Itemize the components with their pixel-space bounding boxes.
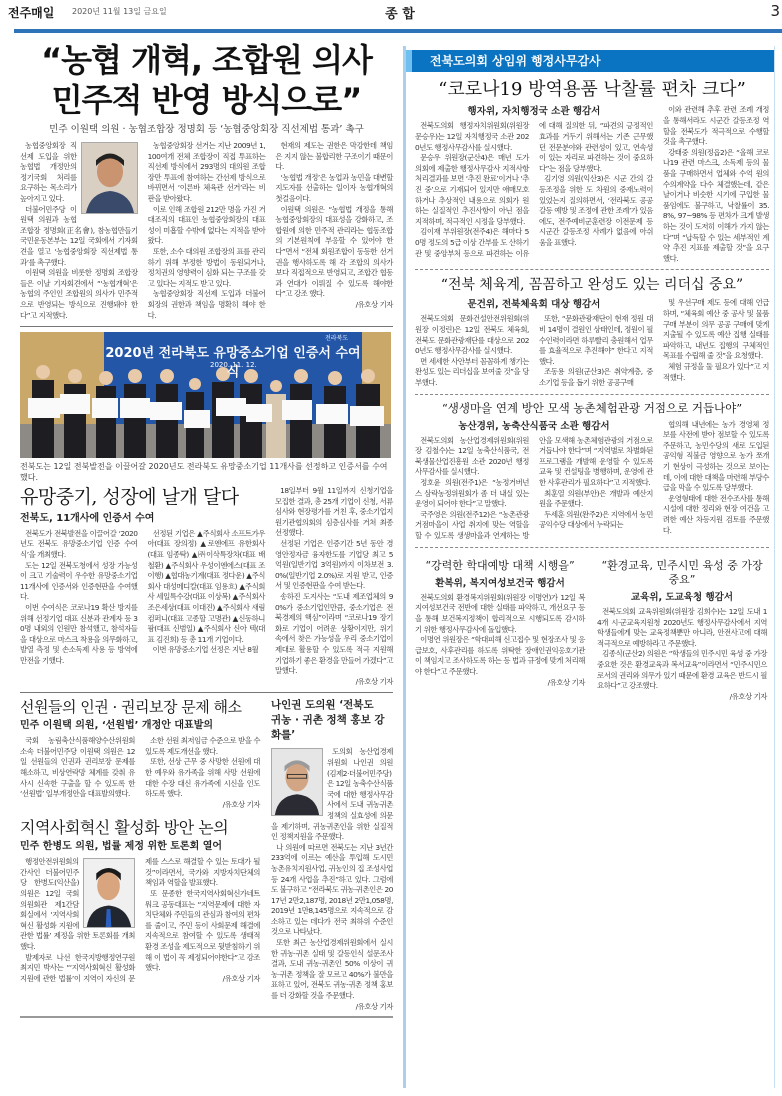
r2-main [415, 298, 653, 388]
article4-body [271, 747, 393, 1012]
left-news-column [20, 40, 393, 1018]
paragraph: 현재의 제도는 권한은 막강한데 책임은 지지 않는 불합리한 구조이기 때문이다. [275, 141, 393, 172]
article2-body [20, 529, 265, 667]
paragraph: 면 세세한 사안부터 꼼꼼하게 챙기는 완성도 있는 리더십을 보여줄 것”을 당부했다. [415, 356, 529, 388]
paragraph: 정호윤 의원(전주1)은 “농정거버넌스 삼락농정위원회가 좀 더 내실 있는 운영이 되어야 한다”고 말했다. [415, 477, 529, 509]
article1-subheadline: 민주 이원택 의원 · 농협조합장 정명회 등 ‘농협중앙회장 직선제법 통과’ 촉구 [49, 124, 364, 135]
r3-body-continued [663, 420, 769, 537]
r1-body-continued [663, 105, 769, 264]
r3-main [415, 420, 653, 542]
paragraph: 김종식(군산2) 의원은 “학생들의 민주시민 육성 중 가장 중요한 것은 환경교육과 복서교육”이라면서 “민주시민으로서의 권리와 의무가 있기 때문에 환경 교육은 반드시 필요하다”고 강조했다. [597, 649, 767, 691]
r2-headline: “전북 체육계, 꼼꼼하고 완성도 있는 리더십 중요” [440, 277, 744, 294]
article-paragraphs [663, 420, 769, 537]
event-photo [20, 332, 391, 458]
lower-articles [20, 698, 393, 1012]
article5-body [20, 857, 260, 984]
r4a-body [415, 593, 585, 688]
paragraph: 이번 유망중소기업 선정은 지난 8월 [152, 645, 259, 655]
article-paragraphs [20, 529, 265, 667]
r1-body [415, 121, 653, 259]
r1-main [415, 105, 653, 259]
article3-lead: 민주 이원택 의원, ‘선원법’ 개정안 대표발의 [20, 720, 214, 732]
headline-line: “농협 개혁, 조합원 의사 [41, 41, 372, 79]
article3-body [20, 736, 260, 810]
article1-headline [20, 40, 393, 120]
paragraph: 운영형태에 대한 전수조사를 통해 시설에 대한 정리와 현장 여건을 고려한 예산 차등지원 검토를 주문했다. [662, 493, 769, 535]
paragraph: 더불어민주당 이원택 의원과 농협조합장 정명회(正名會), 참농협만들기국민운동본부는 12일 국회에서 기자회견을 열고 ‘농협중앙회장 직선제법 통과’를 촉구했다. [20, 204, 138, 267]
r3-subheadline: 농산경위, 농축산식품국 소관 행감서 [458, 420, 610, 432]
article-paragraphs [271, 843, 393, 1002]
page-number: 3 [770, 2, 780, 20]
r1-headline: “코로나19 방역용품 낙찰률 편차 크다” [438, 79, 746, 100]
article2-main [20, 486, 265, 666]
r3-headline: “생생마을 연계 방안 모색 농촌체험관광 거점으로 거듭나야” [441, 400, 743, 415]
article-paragraphs [597, 607, 767, 692]
paragraph: 김이재 부위원장(전주4)은 해마다 50명 정도의 5급 이상 간부를 도 산하기관 및 중앙부처 등으로 파견하는 이유에 대해 질의한 뒤, “파견의 긍정적인 효과를 거두기 위해서는 기존 근무했던 전문분야와 관련성이 있고, 연속성이 있는 자리로 파견하는 것이 중요하다”는 점을 당부했다. [415, 121, 653, 258]
paragraph: 전북도가 전북발전을 이끌어갈 ‘2020년도 전북도 유망중소기업 인증 수여식’을 개최했다. [20, 528, 138, 560]
r4b-headline: “환경교육, 민주시민 육성 중 가장 중요” [601, 558, 763, 586]
portrait-photo [271, 748, 323, 816]
r4a-article [415, 553, 585, 689]
r2-body-continued [663, 298, 769, 383]
r4a-subheadline: 환복위, 복지여성보건국 행감서 [435, 577, 565, 589]
paragraph: 및 우선구매 제도 등에 대해 언급하며, “체육회 예산 중 공사 및 물품 구매 부분이 의무 공공 구매에 맞게 지출될 수 있도록 예산 집행 실태를 파악하고, 내년도 집행의 구체적인 목표를 수립해 줄 것”을 요청했다. [662, 298, 769, 361]
paragraph: 도의회 농산업경제위원회 나인권 의원(김제2·더불어민주당)은 12일 농축수산식품국에 대한 행정사무감사에서 도내 귀농귀촌 정책의 실효성에 의문을 제기하며, 귀농귀촌인을 위한 실질적인 정책지원을 주문했다. [271, 747, 393, 842]
paragraph: 또한 최근 농산업경제위원회에서 실시한 귀농·귀촌 실태 및 갈등인식 설문조사 결과, 도내 귀농·귀촌인 50% 이상이 귀농·귀촌 정책을 잘 모르고 40%가 불만을 표하고 있어, 전북도 귀농·귀촌 정책 홍보를 더 강화할 것을 주문했다. [271, 938, 393, 1001]
title-line: 나인권 도의원 ‘전북도 [271, 699, 374, 712]
paragraph: 농협중앙회장 직선제 도입과 더불어 회장의 권한과 책임을 명확히 해야 한다. [147, 289, 266, 320]
byline: /유호상 기자 [729, 691, 767, 701]
r4b-subheadline: 교육위, 도교육청 행감서 [631, 592, 733, 604]
paragraph: 이원택 의원은 “농협법 개정을 통해 농협중앙회장의 대표성을 강화하고, 조합원에 의한 민주적 관리라는 협동조합의 기본원칙에 부응할 수 있어야 한다”면서 “전체 회원조합이 동등한 선거권을 행사하도록 해 각 조합의 의사가 보다 직접적으로 반영되고, 조합간 협동과 연대가 이뤄질 수 있도록 해야한다”고 강조 했다. [275, 204, 393, 299]
portrait-photo [81, 142, 138, 214]
paragraph: 협의해 내년에는 농가 경영체 정보를 사전에 받아 점보할 수 있도록 주문하고, 농민수당의 새로 도입된 공익형 직불금 영향으로 농가 쪼개기 현상이 극성하는 것으로 보이는데, 이에 대한 대책을 마련해 부당수급을 막을 수 있도록 당부했다. [662, 419, 769, 493]
r2-subheadline: 문건위, 전북체육회 대상 행감서 [467, 299, 601, 311]
event-banner-date: 2020. 11. 12. [210, 361, 257, 370]
r3-body [415, 436, 653, 542]
article5-headline: 지역사회혁신 활성화 방안 논의 [20, 818, 229, 838]
paragraph: 도는 12일 전북도청에서 성장 가능성이 크고 기술력이 우수한 유망중소기업 11개사에 인증서와 인증현판을 수여했다. [20, 560, 138, 602]
paragraph: 이번 수여식은 코로나19 확산 방지를 위해 선정기업 대표 신분과 관계자 등 30명 내외의 인원만 참석했고, 참석자들을 대상으로 마스크 착용을 의무화하고, 발열 측정 및 손소독제 사용 등 방역에 만전을 기했다. [20, 603, 138, 665]
divider [415, 394, 769, 395]
photo-caption: 전북도는 12일 전북발전을 이끌어갈 2020년도 전라북도 유망중소기업 11개사를 선정하고 인증서를 수여했다. [20, 462, 388, 483]
article2-body-continued [275, 486, 393, 687]
title-line: 귀농 · 귀촌 정책 홍보 강화를’ [271, 714, 385, 742]
headline-line: 민주적 반영 방식으로” [51, 81, 362, 119]
byline: /유호상 기자 [355, 676, 393, 686]
paragraph: 행정안전위원회의 간사인 더불어민주당 한병도(익산을) 의원은 12일 국회 의원회관 제1간담회실에서 ‘지역사회혁신 활성화 지원에 관한 법률’ 제정을 위한 토론회를 개최했다. [20, 857, 135, 952]
event-banner-text: 2020년 전라북도 유망중소기업 인증서 수여식 [105, 346, 361, 381]
byline: /유호상 기자 [355, 299, 393, 309]
article-paragraphs [415, 593, 585, 678]
paragraph: 소한 선원 최저임금 수준으로 받을 수 있도록 제도개선을 했다. [145, 736, 261, 756]
paragraph: 선정된 기업은 ▲주식회사 소프트가우아(대표 장의정) ▲로엔에프 유한회사(대표 임종탁) ▲㈜이삭특장차(대표 배철환) ▲주식회사 우성이엔에스(대표 조이행) ▲협대농기계(대표 정다운) ▲주식회사 대성메디칼(대표 임용흐) ▲주식회사 세일특수강(대표 이상복) ▲주식회사 조은세상(대표 이대진) ▲주식회사 새림컴퍼니(대표 고종할 고명관) ▲신동하니팜(대표 신범일) ▲주식회사 신아 텍(대표 김진희) 등 총 11개 기업이다. [147, 528, 265, 644]
byline: /유호상 기자 [222, 973, 260, 983]
article4 [271, 698, 393, 1012]
r1-article [415, 105, 769, 264]
paragraph: 이명연 위원장은 “학대피해 신고접수 및 현장조사 및 응급보호, 사후관리를 하도록 위탁한 장애인권익옹호기관이 책임지고 조사하도록 하는 등 법과 규정에 맞게 처리해야 한다”고 주문했다. [415, 635, 585, 676]
paragraph: 최훈열 의원(부안)은 개발과 예산지원을 주문했다. [538, 488, 653, 509]
paragraph: 이원택 의원을 비롯한 정명회 조합장들은 이날 기자회견에서 “‘농협개혁’은 농협의 주인인 조합원의 의사가 민주적으로 반영되는 방식으로 진행돼야 한다”고 지적했다. [20, 268, 138, 320]
article-paragraphs [663, 105, 769, 264]
article2-lead: 전북도, 11개사에 인증서 수여 [20, 512, 155, 524]
portrait-photo [83, 858, 135, 928]
paragraph: 나 의원에 따르면 전북도는 지난 3년간 233억에 이르는 예산을 투입해 도시민 농촌유치지원사업, 귀농인의 집 조성사업 등 24개 사업을 추진”하고 있다. 그럼에도 불구하고 “전라북도 귀농·귀촌인은 2017년 2만2,187명, 2018년 2만1,058명, 2019년 1만8,145명으로 지속적으로 감소하고 있는 데다가 전국 최하위 수준인 것으로 나타났다. [271, 842, 393, 937]
paragraph: 농협중앙회장 직선제 도입을 위한 농협법 개정안의 정기국회 처리를 요구하는 목소리가 높아지고 있다. [20, 141, 77, 203]
paragraph: 국회 농림축산식품해양수산위원회 소속 더불어민주당 이원택 의원은 12일 선원들의 인권과 권리보장 문제를 해소하고, 비상연락망 체계를 갖춰 유사시 신속한 구출을 할 수 있도록 한 ‘선원법’ 일부개정안을 대표발의했다. [20, 736, 135, 799]
r2-article [415, 298, 769, 388]
paragraph: 또한, “문화관광재단이 현재 정원 대비 14명이 결원인 상태인데, 정원이 필수인력이라면 하루빨리 충원해서 업무를 효율적으로 추진해야” 한다고 지적했다. [538, 314, 653, 366]
r4b-article [597, 553, 767, 703]
r4b-body [597, 607, 767, 702]
paragraph: 발제자로 나선 한국지방행정연구원 최지민 박사는 “‘지역사회혁신 활성화 지원에 관한 법률’이 지역이 자신의 문제를 스스로 해결할 수 있는 토대가 될 것”이라면서, 국가와 지방자치단체의 책임과 역할을 발표했다. [20, 857, 260, 983]
paragraph: 전북도의회 농산업경제위원회(위원장 김철수)는 12일 농축산식품국, 전북생물산업진흥원 소관 2020년 행정사무감사를 실시했다. [415, 435, 529, 477]
divider [415, 269, 769, 270]
divider [20, 326, 393, 327]
article-paragraphs [415, 436, 653, 542]
issue-date: 2020년 11월 13일 금요일 [72, 7, 167, 16]
divider [20, 692, 393, 693]
paragraph: 조동용 의원(군산3)은 취약계층, 중소기업 등을 돕기 위한 공공구매 [538, 367, 653, 388]
article-paragraphs [415, 121, 653, 259]
council-audit-box [403, 46, 775, 1088]
council-box-content [406, 78, 774, 702]
article-paragraphs [415, 314, 653, 388]
paragraph: 18일부터 9월 11일까지 신청기업을 모집한 결과, 총 25개 기업이 신청, 서류심사와 현장평가를 거친 후, 중소기업지원기관협의회의 심층심사를 거쳐 최종 선정했다. [275, 486, 393, 538]
paragraph: 또한, 선상 근무 중 사망한 선원에 대한 예우와 유가족을 위해 사망 선원에 대한 수장 대신 유가족에 시신을 인도하도록 했다. [145, 757, 260, 799]
header-accent-strip [406, 50, 412, 72]
section-name: 종 합 [385, 7, 415, 22]
article-paragraphs [663, 298, 769, 383]
paragraph: ‘농협법 개정’은 농업과 농민을 대변할 지도자를 선출하는 일이자 농협개혁의 첫걸음이다. [275, 172, 393, 203]
paragraph: 또한, 소수 대의원 조합장의 표를 관리하기 위해 부정한 방법이 동원되거나, 정치권의 영향력이 심화 되는 구조를 갖고 있다는 지적도 받고 있다. [147, 246, 266, 288]
paragraph: 전북도의회 환경복지위원회(위원장 이명연)가 12일 복지여성보건국 전반에 대한 실태를 파악하고, 개선요구 등을 통해 보건복지정책이 합리적으로 시행되도록 감시하기 위한 행정사무감사에 돌입했다. [415, 592, 585, 634]
bottom-rule [20, 1016, 393, 1018]
council-box-title: 전북도의회 상임위 행정사무감사 [430, 54, 601, 68]
paragraph: 국주영은 의원(전주12)은 “농촌관광 거점마을이 사업 취지에 맞는 역할을 할 수 있도록 생생마을과 연계하는 방안을 모색해 농촌체험관광의 거점으로 거듭나야 한다”며 “지역별로 차별화된 프로그램을 개발해 운영할 수 있도록 교육 및 컨설팅을 병행하며, 운영에 관한 사후관리가 필요하다”고 지적했다. [415, 435, 653, 540]
paragraph: 전북도의회 행정자치위원회(위원장 문승우)는 12일 자치행정국 소관 2020년도 행정사무감사를 실시했다. [415, 121, 529, 152]
paragraph: 전북도의회 문화건설안전위원회(위원장 이정린)은 12일 전북도 체육회, 전북도 문화관광재단를 대상으로 2020년도 행정사무감사를 실시했다. [415, 314, 529, 356]
article1-body [20, 141, 393, 321]
paragraph: 문승우 위원장(군산4)은 매년 도가 의회에 제출한 행정사무감사 지적사항 처리결과를 보면 ‘추진 완료’이거나 ‘추진 중’으로 기재되어 있지만 애매모호하거나 추상적인 내용으로 의회가 원하는 실질적인 추진사항이 아닌 점을 지적하며, 적극적인 시정을 당부했다. [415, 153, 529, 226]
header-rule [14, 29, 782, 33]
paragraph: 체험 규정을 둘 필요가 있다”고 지적했다. [662, 362, 769, 382]
byline: /유호상 기자 [355, 1001, 393, 1011]
article-paragraphs [20, 857, 260, 984]
council-box-header [406, 50, 774, 72]
paragraph: 이와 관련해 추후 관련 조례 개정을 통해서라도 시군간 갈등조정 역할을 전북도가 적극적으로 수행할 것을 촉구했다. [662, 105, 769, 147]
byline: /유호상 기자 [547, 677, 585, 687]
paragraph: 김기영 의원(익산3)은 시군 간의 갈등조정을 위한 도 차원의 중재노력이 있었는지 질의하면서, ‘전라북도 공공갈등 예방 및 조정에 관한 조례’가 있음에도, 전주예비군훈련장 이전문제 등 시군간 갈등조정 사례가 없음에 아쉬움을 표했다. [538, 174, 653, 247]
article4-title [271, 698, 393, 743]
paragraph: 농협중앙회장 선거는 지난 2009년 1,100여개 전체 조합장이 직접 투표하는 직선제 방식에서 293명의 대의원 조합장만 투표에 참여하는 간선제 방식으로 바뀌면서 ‘이른바 체육관 선거’라는 비판을 받아왔다. [147, 141, 266, 203]
paragraph: 송하진 도지사는 “도내 제조업체의 90%가 중소기업인만큼, 중소기업은 전북경제의 핵심”이라며 “코로나19 장기화로 기업이 어려운 상황이지만, 위기 속에서 찾은 가능성을 우리 중소기업이 제대로 활용할 수 있도록 적극 지원해 기업하기 좋은 환경을 만들어 가겠다”고 말했다. [275, 592, 394, 676]
paragraph: 또 문종한 한국지역사회혁신가네트워크 공동대표는 “지역문제에 대한 자치단체와 주민들의 관심과 참여의 편차를 줄이고, 주민 등이 사회문제 해결에 지속적으로 참여할 수 있도록 생태적 환경 조성을 제도적으로 뒷받침하기 위해 이 법이 꼭 제정되어야한다”고 강조했다. [145, 889, 260, 973]
paragraph: 전북도의회 교육위원회(위원장 김희수)는 12일 도내 14개 시·군교육지원청 2020년도 행정사무감사에서 지역 학생들에게 맞는 교육정책뿐만 아니라, 안전사고에 대해 적극적으로 예방하라고 주문했다. [597, 607, 767, 648]
paragraph: 강태중 의원(정읍2)은 “올해 코로나19 관련 마스크, 소독제 등의 물품을 구매하면서 업체와 수억 원의 수의계약을 다수 체결했는데, 같은 날이거나 비슷한 시기에 구입한 물품임에도 불구하고, 낙찰률이 35.8%, 97~98% 등 편차가 크게 발생하는 것이 도저히 이해가 가지 않는다”며 “납득할 수 있는 세부적인 계약 추진 지표를 제출할 것”을 요구했다. [662, 147, 769, 263]
r2-body [415, 314, 653, 388]
article3-headline: 선원들의 인권 · 권리보장 문제 해소 [20, 698, 242, 717]
province-logo: 전라북도 [325, 335, 349, 343]
divider [415, 547, 769, 548]
article2-headline: 유망중기, 성장에 날개 달다 [20, 486, 239, 509]
lower-main [20, 698, 260, 984]
paragraph: 두세훈 의원(완주2)은 지역에서 농민공익수당 대상에서 누락되는 [538, 509, 653, 530]
paragraph: 이로 인해 조합원 212만 명을 가진 거대조직의 대표인 농협중앙회장의 대표성이 미흡할 수밖에 없다는 지적을 받아왔다. [147, 204, 266, 246]
article5-lead: 민주 한병도 의원, 법률 제정 위한 토론회 열어 [20, 841, 223, 853]
r1-subheadline: 행자위, 자치행정국 소관 행감서 [467, 106, 601, 118]
r4a-headline: “강력한 학대예방 대책 시행을” [425, 558, 575, 572]
r4-articles [415, 553, 769, 703]
article-paragraphs [20, 141, 393, 321]
byline: /유호상 기자 [222, 799, 260, 809]
masthead-logo: 전주매일 [8, 6, 55, 20]
paragraph: 선정된 기업은 인증기간 5년 동안 경영안정자금 융자한도를 기업당 최고 5억원(일반기업 3억원)까지 이차보전 3.0%(일반기업 2.0%)로 지원 받고, 인증서 및 인증현판을 수여 받는다. [275, 539, 393, 591]
article2 [20, 486, 393, 687]
article-paragraphs [275, 486, 393, 677]
r3-article [415, 420, 769, 542]
